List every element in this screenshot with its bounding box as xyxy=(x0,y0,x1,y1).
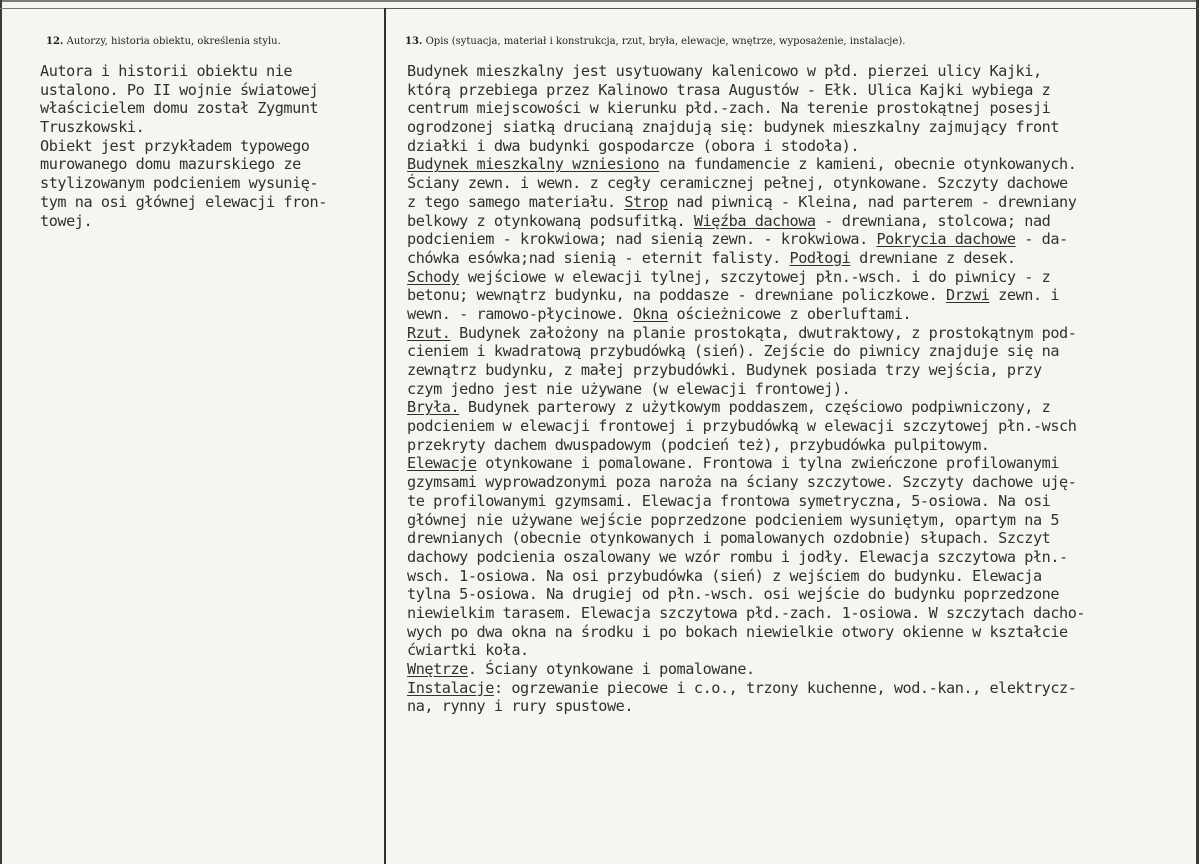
section-12-line: Autora i historii obiektu nie xyxy=(40,62,293,80)
section-13-line xyxy=(407,679,1085,698)
section-13-line xyxy=(407,380,1085,399)
line-text: głównej nie używane wejście poprzedzone podcieniem wysuniętym, opartym na 5 xyxy=(407,510,1060,529)
section-13-line xyxy=(407,604,1085,623)
underlined-keyword: Budynek mieszkalny wzniesiono xyxy=(407,155,660,174)
section-13-line xyxy=(407,697,1085,716)
section-12-line: murowanego domu mazurskiego ze xyxy=(40,155,301,174)
section-13-line xyxy=(407,268,1085,287)
line-text: belkowy z otynkowaną podsufitką. xyxy=(407,211,694,230)
section-13-line xyxy=(407,193,1085,212)
line-text: Budynek mieszkalny jest usytuowany kalenicowo w płd. pierzei ulicy Kajki, xyxy=(407,62,1042,80)
line-text: wejściowe w elewacji tylnej, szczytowej płn.-wsch. i do piwnicy - z xyxy=(459,267,1051,286)
section-12-line: stylizowanym podcieniem wysunię- xyxy=(40,174,319,193)
section-13-title: Opis (sytuacja, materiał i konstrukcja, rzut, bryła, elewacje, wnętrze, wyposażenie, instalacje). xyxy=(425,36,906,47)
section-13-line xyxy=(407,511,1085,530)
section-12-line: towej. xyxy=(40,211,93,230)
line-text: niewielkim tarasem. Elewacja szczytowa płd.-zach. 1-osiowa. W szczytach dacho- xyxy=(407,603,1086,622)
line-text: na, rynny i rury spustowe. xyxy=(407,697,634,716)
section-13-line xyxy=(407,286,1085,305)
line-text: centrum miejscowości w kierunku płd.-zach. Na terenie prostokątnej posesji xyxy=(407,99,1051,118)
line-text: dachowy podcienia oszalowany we wzór rombu i jodły. Elewacja szczytowa płn.- xyxy=(407,547,1068,566)
section-13-line xyxy=(407,342,1085,361)
line-text: cieniem i kwadratową przybudówką (sień). Zejście do piwnicy znajduje się na xyxy=(407,342,1060,361)
line-text: chówka esówka;nad sienią - eternit falisty. xyxy=(407,248,790,267)
underlined-keyword: Podłogi xyxy=(789,248,851,267)
underlined-keyword: Wnętrze xyxy=(407,660,468,678)
line-text: wych po dwa okna na środku i po bokach niewielkie otwory okienne w kształcie xyxy=(407,622,1068,641)
section-13-line xyxy=(407,623,1085,642)
section-13-line xyxy=(407,361,1085,380)
underlined-keyword: Strop xyxy=(624,192,668,211)
section-13-body xyxy=(407,62,1085,716)
line-text: zewnątrz budynku, z małej przybudówki. Budynek posiada trzy wejścia, przy xyxy=(407,361,1042,379)
section-13-line xyxy=(407,99,1085,118)
section-13-line xyxy=(407,137,1085,156)
line-text: ćwiartki koła. xyxy=(407,641,529,660)
section-13-line xyxy=(407,529,1085,548)
line-text: działki i dwa budynki gospodarcze (obora i stodoła). xyxy=(407,136,860,155)
line-text: przekryty dachem dwuspadowym (podcień też), przybudówka pulpitowym. xyxy=(407,435,990,454)
underlined-keyword: Pokrycia dachowe xyxy=(876,230,1016,249)
section-13-line xyxy=(407,585,1085,604)
line-text: betonu; wewnątrz budynku, na poddasze - drewniane policzkowe. xyxy=(407,286,947,305)
line-text: z tego samego materiału. xyxy=(407,192,625,211)
section-13-line xyxy=(407,548,1085,567)
line-text: ogrodzonej siatką drucianą znajdują się: budynek mieszkalny zajmujący front xyxy=(407,118,1060,137)
line-text: - drewniana, stolcowa; nad xyxy=(815,211,1051,230)
line-text: ościeżnicowe z oberluftami. xyxy=(667,304,912,323)
underlined-keyword: Rzut. xyxy=(407,323,451,342)
section-12-line: Obiekt jest przykładem typowego xyxy=(40,136,310,155)
line-text: - da- xyxy=(1015,230,1068,249)
section-13-line xyxy=(407,305,1085,324)
line-text: Budynek założony na planie prostokąta, dwutraktowy, z prostokątnym pod- xyxy=(450,323,1077,342)
section-12-line: właścicielem domu został Zygmunt xyxy=(40,99,319,118)
line-text: podcieniem - krokwiowa; nad sienią zewn. - krokwiowa. xyxy=(407,230,877,249)
section-13-line xyxy=(407,249,1085,268)
section-12-title: Autorzy, historia obiektu, określenia stylu. xyxy=(66,36,281,47)
right-top-rule xyxy=(384,8,1199,9)
line-text: zewn. i xyxy=(989,286,1060,305)
line-text: czym jedno jest nie używane (w elewacji frontowej). xyxy=(407,379,851,398)
section-13-line xyxy=(407,324,1085,343)
line-text: tylna 5-osiowa. Na drugiej od płn.-wsch. osi wejście do budynku poprzedzone xyxy=(407,585,1060,604)
line-text: którą przebiega przez Kalinowo trasa Augustów - Ełk. Ulica Kajki wybiega z xyxy=(407,80,1051,99)
section-13-line xyxy=(407,212,1085,231)
line-text: drewniane z desek. xyxy=(850,248,1016,267)
line-text: . Ściany otynkowane i pomalowane. xyxy=(467,660,755,678)
underlined-keyword: Więźba dachowa xyxy=(693,211,816,230)
section-13-line xyxy=(407,62,1085,81)
section-13-line xyxy=(407,81,1085,100)
section-13-line xyxy=(407,230,1085,249)
section-13-line xyxy=(407,492,1085,511)
line-text: podcieniem w elewacji frontowej i przybudówką w elewacji szczytowej płn.-wsch xyxy=(407,417,1077,436)
underlined-keyword: Bryła. xyxy=(407,398,460,417)
line-text: nad piwnicą - Kleina, nad parterem - drewniany xyxy=(667,192,1077,211)
line-text: Ściany zewn. i wewn. z cegły ceramicznej pełnej, otynkowane. Szczyty dachowe xyxy=(407,174,1068,193)
page-left-edge xyxy=(0,0,2,864)
section-13-number: 13. xyxy=(405,36,423,47)
underlined-keyword: Drzwi xyxy=(946,286,990,305)
section-13-line xyxy=(407,436,1085,455)
section-13-line xyxy=(407,118,1085,137)
section-13-line xyxy=(407,641,1085,660)
section-12-body xyxy=(40,62,327,230)
line-text: na fundamencie z kamieni, obecnie otynkowanych. xyxy=(659,155,1077,174)
section-13-line xyxy=(407,567,1085,586)
line-text: : ogrzewanie piecowe i c.o., trzony kuchenne, wod.-kan., elektrycz- xyxy=(493,678,1077,697)
underlined-keyword: Okna xyxy=(633,304,668,323)
section-12-number: 12. xyxy=(46,36,64,47)
section-12-header xyxy=(46,36,281,47)
line-text: drewnianych (obecnie otynkowanych i pomalowanych ozdobnie) słupach. Szczyt xyxy=(407,529,1051,548)
section-13-line xyxy=(407,417,1085,436)
section-13-line xyxy=(407,454,1085,473)
page-top-edge xyxy=(0,0,1199,2)
line-text: gzymsami wyprowadzonymi poza naroża na ściany szczytowe. Szczyty dachowe uję- xyxy=(407,473,1077,492)
section-13-line xyxy=(407,155,1085,174)
section-12-line: tym na osi głównej elewacji fron- xyxy=(40,192,327,211)
section-13-line xyxy=(407,473,1085,492)
column-divider xyxy=(384,8,386,864)
section-13-line xyxy=(407,660,1085,679)
line-text: wsch. 1-osiowa. Na osi przybudówka (sień) z wejściem do budynku. Elewacja xyxy=(407,566,1042,585)
section-13-line xyxy=(407,398,1085,417)
left-top-rule xyxy=(0,8,384,9)
line-text: wewn. - ramowo-płycinowe. xyxy=(407,304,634,323)
line-text: te profilowanymi gzymsami. Elewacja frontowa symetryczna, 5-osiowa. Na osi xyxy=(407,491,1051,510)
line-text: otynkowane i pomalowane. Frontowa i tylna zwieńczone profilowanymi xyxy=(476,454,1060,473)
line-text: Budynek parterowy z użytkowym poddaszem, częściowo podpiwniczony, z xyxy=(459,398,1051,417)
section-13-header xyxy=(405,36,905,47)
section-13-line xyxy=(407,174,1085,193)
underlined-keyword: Instalacje xyxy=(407,678,494,697)
section-12-line: Truszkowski. xyxy=(40,118,145,137)
underlined-keyword: Schody xyxy=(407,267,460,286)
underlined-keyword: Elewacje xyxy=(407,454,477,473)
section-12-line: ustalono. Po II wojnie światowej xyxy=(40,80,319,99)
